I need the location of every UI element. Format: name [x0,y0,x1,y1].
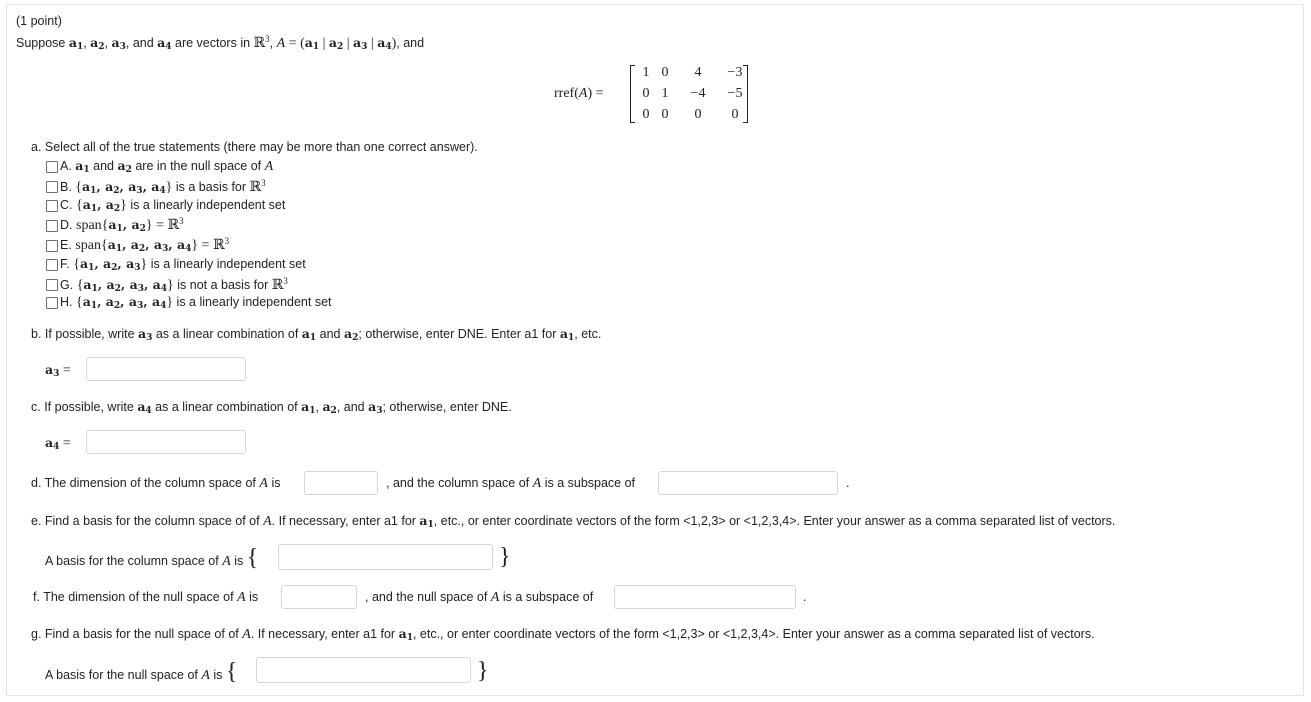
matrix-cell: −5 [727,86,743,101]
a4-label: $a_4$ = [45,435,71,452]
part-a-prompt: a. Select all of the true statements (there may be more than one correct answer). [31,140,478,154]
option-h-checkbox[interactable] [46,297,58,309]
option-e-checkbox[interactable] [46,240,58,252]
column-space-subspace-input[interactable] [658,471,838,495]
a3-input[interactable] [86,357,246,381]
option-g-label[interactable]: G. {$a_1$, $a_2$, $a_3$, $a_4$} is not a basis for ℝ$^3$ [60,276,288,294]
column-basis-label: A basis for the column space of A is { [45,545,259,571]
part-f-prompt: f. The dimension of the null space of A is [33,590,259,605]
null-basis-label: A basis for the null space of A is { [45,659,238,685]
option-c-checkbox[interactable] [46,200,58,212]
matrix-cell: 0 [642,86,650,101]
matrix-cell: 0 [694,107,702,122]
option-h-label[interactable]: H. {$a_1$, $a_2$, $a_3$, $a_4$} is a linearly independent set [60,294,332,311]
option-b-checkbox[interactable] [46,181,58,193]
matrix-cell: −4 [690,86,706,101]
rref-label: rref(A) = [554,86,604,101]
null-space-dimension-input[interactable] [281,585,357,609]
option-a-label[interactable]: A. $a_1$ and $a_2$ are in the null space of A [60,158,274,175]
matrix-cell: 0 [642,107,650,122]
option-f-label[interactable]: F. {$a_1$, $a_2$, $a_3$} is a linearly independent set [60,256,306,273]
null-space-subspace-input[interactable] [614,585,796,609]
null-space-basis-input[interactable] [256,657,471,683]
part-d-prompt: d. The dimension of the column space of A is [31,476,281,491]
column-space-basis-input[interactable] [278,544,493,570]
part-g-prompt: g. Find a basis for the null space of of A. If necessary, enter a1 for $a_1$, etc., or enter coordinate vectors of the form <1,2,3> or <1,2,3,4>. Enter your answer as a comma separated list of vectors. [31,626,1095,643]
part-e-prompt: e. Find a basis for the column space of of A. If necessary, enter a1 for $a_1$, etc., or enter coordinate vectors of the form <1,2,3> or <1,2,3,4>. Enter your answer as a comma separated list of vectors. [31,513,1116,530]
part-f-prompt-cont: , and the null space of A is a subspace of [365,590,594,605]
matrix-cell: 0 [731,107,739,122]
matrix-cell: 0 [661,65,669,80]
option-f-checkbox[interactable] [46,259,58,271]
matrix-cell: 1 [642,65,650,80]
option-a-checkbox[interactable] [46,161,58,173]
rref-matrix [630,64,748,124]
part-b-prompt: b. If possible, write $a_3$ as a linear combination of $a_1$ and $a_2$; otherwise, enter DNE. Enter a1 for $a_1$, etc. [31,326,602,343]
matrix-cell: −3 [727,65,743,80]
matrix-cell: 1 [661,86,669,101]
points-label: (1 point) [16,14,62,28]
intro-sentence: Suppose $a_1$, $a_2$, $a_3$, and $a_4$ are vectors in ℝ$^3$, $A = (a_1$ | $a_2$ | $a_3$ | $a_4$), and [16,34,425,52]
part-c-prompt: c. If possible, write $a_4$ as a linear combination of $a_1$, $a_2$, and $a_3$; otherwise, enter DNE. [31,399,512,416]
option-b-label[interactable]: B. {$a_1$, $a_2$, $a_3$, $a_4$} is a basis for ℝ$^3$ [60,178,266,196]
option-d-label[interactable]: D. $span\{a_1$, $a_2$} = ℝ$^3$ [60,216,184,234]
column-space-dimension-input[interactable] [304,471,378,495]
option-d-checkbox[interactable] [46,220,58,232]
a4-input[interactable] [86,430,246,454]
option-e-label[interactable]: E. $span\{a_1$, $a_2$, $a_3$, $a_4$} = ℝ$^3$ [60,236,230,254]
matrix-cell: 0 [661,107,669,122]
a3-label: $a_3$ = [45,362,71,379]
option-c-label[interactable]: C. {$a_1$, $a_2$} is a linearly independent set [60,197,286,214]
option-g-checkbox[interactable] [46,279,58,291]
part-d-prompt-cont: , and the column space of A is a subspace of [386,476,636,491]
matrix-cell: 4 [694,65,702,80]
